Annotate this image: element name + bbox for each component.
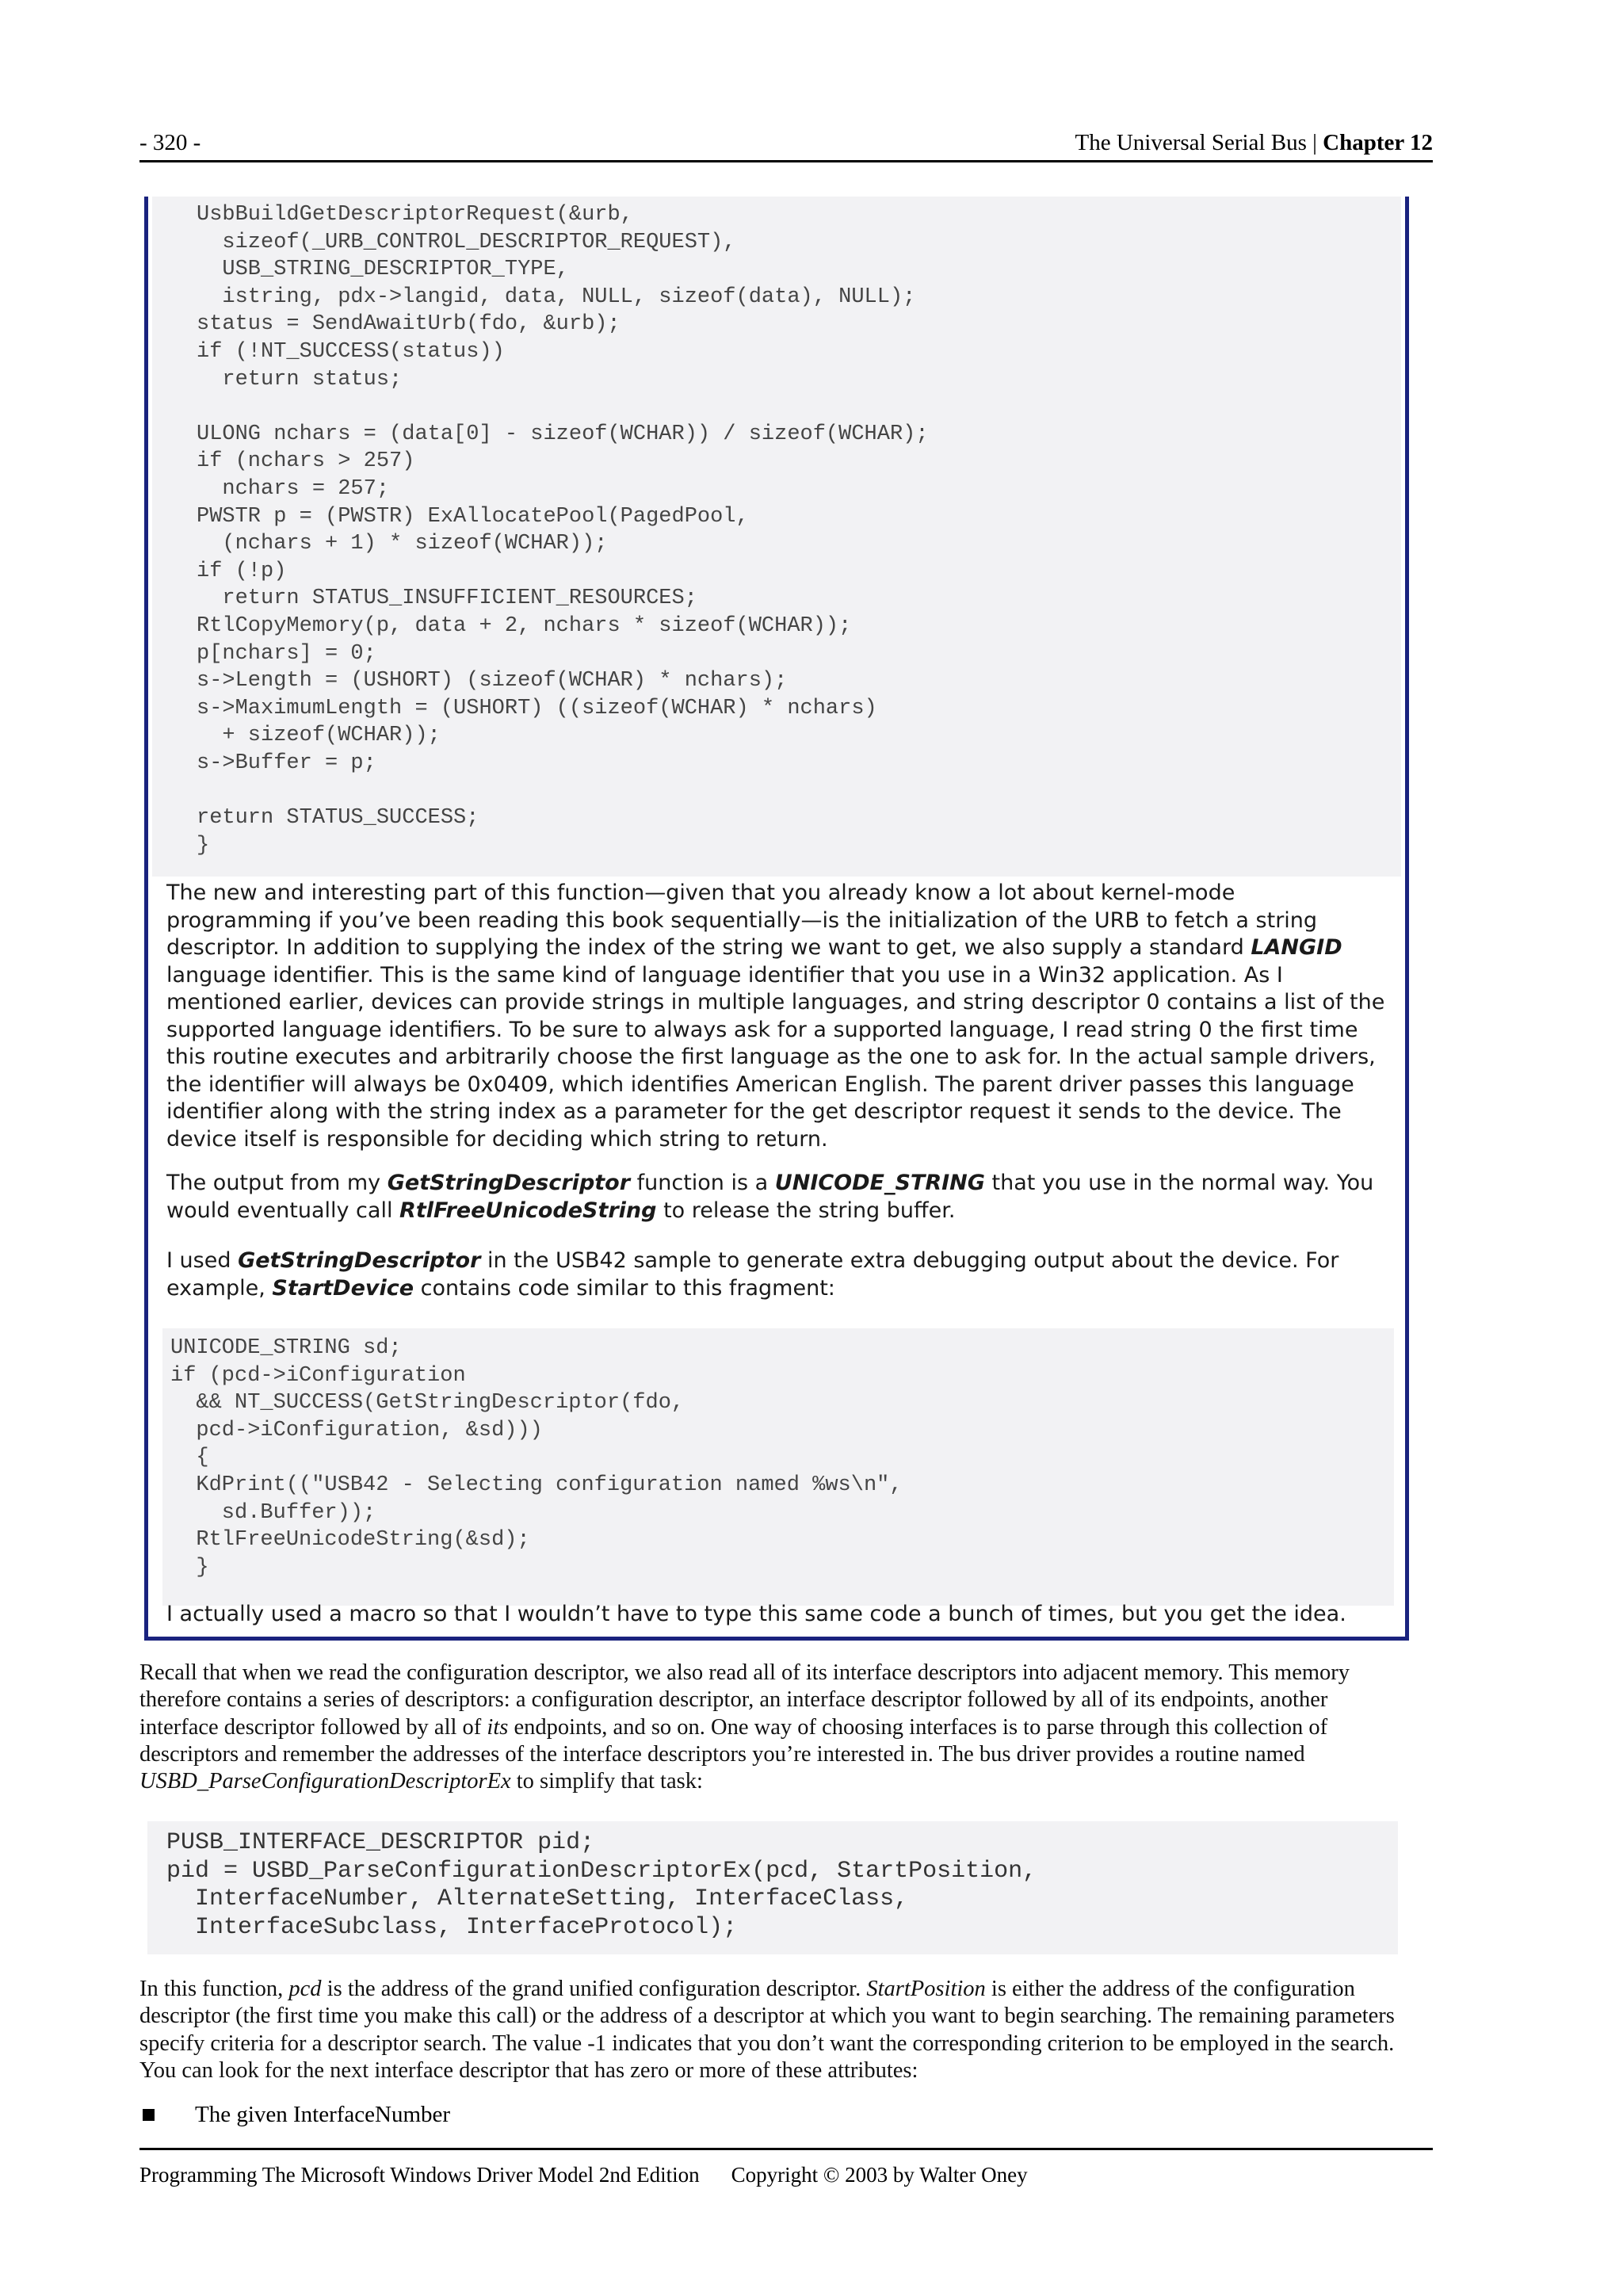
text-run: In this function, [139, 1977, 289, 2001]
term-emphasis: UNICODE_STRING [774, 1171, 985, 1195]
text-run: contains code similar to this fragment: [414, 1275, 835, 1301]
code-block [147, 1821, 1398, 1954]
term-emphasis: LANGID [1251, 935, 1342, 960]
term-emphasis: GetStringDescriptor [387, 1171, 631, 1195]
italic-term: StartPosition [866, 1977, 986, 2001]
chapter-heading [1075, 130, 1433, 156]
chapter-label: Chapter 12 [1323, 130, 1433, 155]
text-run: is the address of the grand unified configuration descriptor. [321, 1977, 867, 2001]
code-block [152, 197, 1401, 877]
code-listing-parse-config: PUSB_INTERFACE_DESCRIPTOR pid; pid = USBD_ParseConfigurationDescriptorEx(pcd, StartPosition, InterfaceNumber, AlternateSetting, InterfaceClass, InterfaceSubclass, InterfaceProtocol); [166, 1829, 1037, 1941]
text-run: Recall that when we read the configuration descriptor, we also read all of its interface descriptors into adjacent memory. This memory therefore contains a series of descriptors: a configuration descriptor, an interface descriptor followed by all of its endpoints, another interface descriptor followed by all of [139, 1660, 1350, 1740]
text-run: in the USB42 sample to generate extra debugging output about the device. For example, [166, 1248, 1339, 1301]
term-emphasis: StartDevice [272, 1275, 414, 1301]
bullet-text: The given InterfaceNumber [195, 2102, 451, 2127]
body-paragraph [139, 1976, 1403, 2084]
page-number: - 320 - [139, 130, 201, 155]
sidebar-paragraph [166, 1247, 1387, 1302]
page-header [139, 130, 1433, 162]
book-section-title: The Universal Serial Bus | [1075, 130, 1323, 155]
text-run: The output from my [166, 1171, 388, 1195]
text-run: The new and interesting part of this function—given that you already know a lot about kernel-mode programming if you’ve been reading this book sequentially—is the initialization of the URB to fetch a string descriptor. In addition to supplying the index of the string we want to get, we also supply a standard [166, 881, 1318, 960]
book-title: Programming The Microsoft Windows Driver Model 2nd Edition [139, 2163, 700, 2187]
code-listing-get-string-descriptor: UsbBuildGetDescriptorRequest(&urb, sizeof(_URB_CONTROL_DESCRIPTOR_REQUEST), USB_STRING_DESCRIPTOR_TYPE, istring, pdx->langid, data, NULL, sizeof(data), NULL); status = SendAwaitUrb(fdo, &urb); if (!NT_SUCCESS(status)) return status; ULONG nchars = (data[0] - sizeof(WCHAR)) / sizeof(WCHAR); if (nchars > 257) nchars = 257; PWSTR p = (PWSTR) ExAllocatePool(PagedPool, (nchars + 1) * sizeof(WCHAR)); if (!p) return STATUS_INSUFFICIENT_RESOURCES; RtlCopyMemory(p, data + 2, nchars * sizeof(WCHAR)); p[nchars] = 0; s->Length = (USHORT) (sizeof(WCHAR) * nchars); s->MaximumLength = (USHORT) ((sizeof(WCHAR) * nchars) + sizeof(WCHAR)); s->Buffer = p; return STATUS_SUCCESS; } [197, 203, 929, 858]
text-run: to release the string buffer. [656, 1198, 956, 1223]
sidebar-paragraph [166, 1170, 1387, 1224]
text-run: to simplify that task: [510, 1769, 703, 1794]
sidebar-paragraph [166, 880, 1387, 1153]
sidebar-paragraph: I actually used a macro so that I wouldn’t have to type this same code a bunch of times, but you get the idea. [166, 1602, 1346, 1626]
text-run: is either the address of the configuration descriptor (the first time you make this call) or the address of a descriptor at which you want to begin searching. The remaining parameters specify criteria for a descriptor search. The value -1 indicates that you don’t want the corresponding criterion to be employed in the search. You can look for the next interface descriptor that has zero or more of these attributes: [139, 1977, 1395, 2083]
copyright: Copyright © 2003 by Walter Oney [731, 2163, 1028, 2187]
code-listing-start-device: UNICODE_STRING sd; if (pcd->iConfiguration && NT_SUCCESS(GetStringDescriptor(fdo, pcd->iConfiguration, &sd))) { KdPrint(("USB42 - Selecting configuration named %ws\n", sd.Buffer)); RtlFreeUnicodeString(&sd); } [170, 1336, 903, 1580]
italic-term: its [487, 1714, 509, 1740]
sidebar-box [144, 197, 1409, 1641]
term-emphasis: RtlFreeUnicodeString [399, 1198, 657, 1223]
page-footer [139, 2148, 1433, 2187]
square-bullet-icon [143, 2109, 155, 2121]
text-run: that you use in the normal way. You would eventually call [166, 1171, 1374, 1223]
term-emphasis: GetStringDescriptor [238, 1248, 481, 1273]
text-run: language identifier. This is the same kind of language identifier that you use in a Win32 application. As I mentioned earlier, devices can provide strings in multiple languages, and string descriptor 0 contains a list of the supported language identifiers. To be sure to always ask for a supported language, I read string 0 the first time this routine executes and arbitrarily choose the first language as the one to ask for. In the actual sample drivers, the identifier will always be 0x0409, which identifies American English. The parent driver passes this language identifier along with the string index as a parameter for the get descriptor request it sends to the device. The device itself is responsible for deciding which string to return. [166, 962, 1385, 1152]
code-block [162, 1328, 1394, 1606]
italic-term: USBD_ParseConfigurationDescriptorEx [139, 1769, 511, 1794]
text-run: I used [166, 1248, 239, 1273]
text-run: function is a [630, 1171, 775, 1195]
italic-term: pcd [288, 1977, 322, 2001]
text-run: endpoints, and so on. One way of choosing interfaces is to parse through this collection of descriptors and remember the addresses of the interface descriptors you’re interested in. The bus driver provides a routine named [139, 1714, 1328, 1767]
body-paragraph [139, 1660, 1403, 1795]
